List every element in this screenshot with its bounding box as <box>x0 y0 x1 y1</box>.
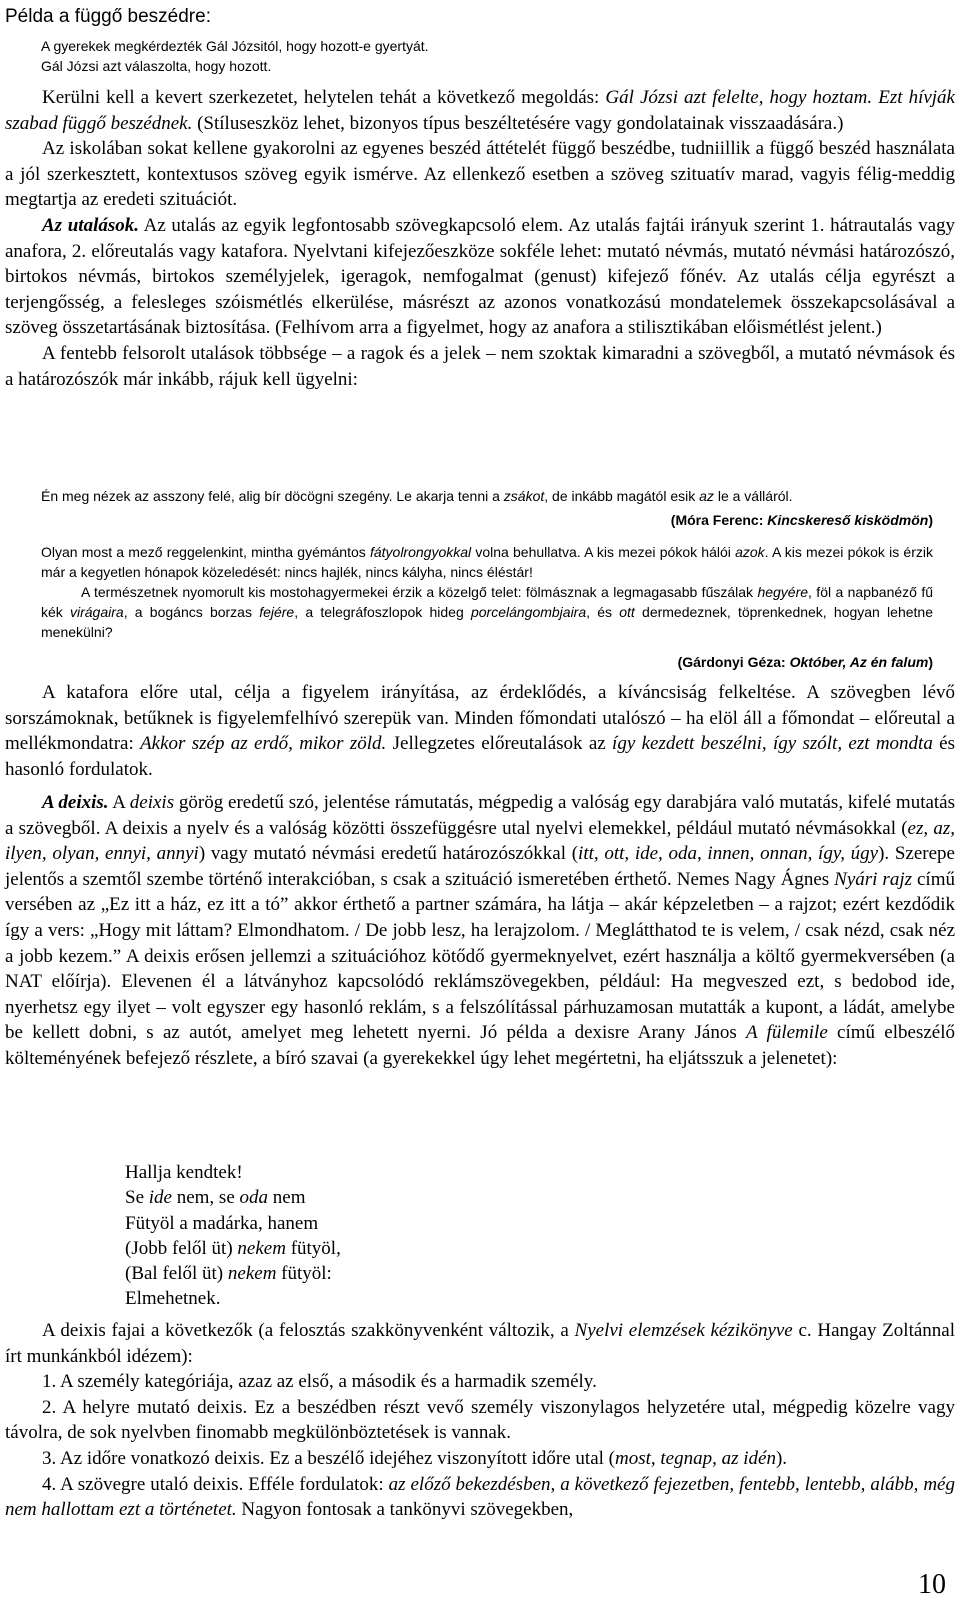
paragraph-utalasok-tobbsege: A fentebb felsorolt utalások többsége – a ragok és a jelek – nem szoktak kimaradni a szövegből, a mutató névmások és a határozószók már inkább, rájuk kell ügyelni: <box>5 342 955 390</box>
poem-line: Fütyöl a madárka, hanem <box>125 1212 319 1234</box>
example-direct-speech <box>41 36 921 76</box>
main-text-4 <box>5 1318 955 1523</box>
list-item: 3. Az időre vonatkozó deixis. Ez a beszélő idejéhez viszonyított időre utal (most, tegnap, az idén). <box>42 1447 788 1469</box>
main-text-3 <box>5 790 955 1072</box>
poem-fulemile <box>125 1160 341 1312</box>
poem-line: Elmehetnek. <box>125 1288 221 1310</box>
example-text: Olyan most a mező reggelenkint, mintha gyémántos fátyolrongyokkal volna behullatva. A kis mezei pókok hálói azok. A kis mezei pókok is érzik már a kegyetlen hónapok közeledését: nincs hajlék, nincs kályha, nincs éléstár! <box>41 544 933 580</box>
example-text: A természetnek nyomorult kis mostohagyermekei érzik a közelgő telet: fölmásznak a legmagasabb fűszálak hegyére, föl a napbanéző fű kék virágaira, a bogáncs borzas fejére, a telegráfoszlopok hideg porcelángombjaira, és ott dermedeznek, töprenkednek, hogyan lehetne menekülni? <box>41 584 933 640</box>
page-number: 10 <box>918 1569 946 1600</box>
citation-gardonyi: (Gárdonyi Géza: Október, Az én falum) <box>677 654 933 670</box>
poem-line: Se ide nem, se oda nem <box>125 1187 306 1209</box>
paragraph-katafora: A katafora előre utal, célja a figyelem irányítása, az érdeklődés, a kíváncsiság felkeltése. A szövegben lévő sorszámoknak, betűknek is figyelemfelhívó szerepük van. Minden főmondati utalószó – ha elöl áll a főmondat – előreutal a mellékmondatra: Akkor szép az erdő, mikor zöld. Jellegzetes előreutalások az így kezdett beszélni, így szólt, ezt mondta és hasonló fordulatok. <box>5 682 955 780</box>
section-title: Példa a függő beszédre: <box>5 6 211 27</box>
example-line: A gyerekek megkérdezték Gál Józsitól, hogy hozott-e gyertyát. <box>41 38 429 54</box>
paragraph-kevert-szerkezet: Kerülni kell a kevert szerkezetet, helytelen tehát a következő megoldás: Gál Józsi azt felelte, hogy hoztam. Ezt hívják szabad függő beszédnek. (Stíluseszköz lehet, bizonyos típus beszéltetésére vagy gondolatainak visszaadására.) <box>5 87 955 134</box>
heading-utalasok: Az utalások. <box>42 214 139 236</box>
poem-line: (Bal felől üt) nekem fütyöl: <box>125 1263 332 1285</box>
paragraph-deixis-fajai: A deixis fajai a következők (a felosztás szakkönyvenként változik, a Nyelvi elemzések kézikönyve c. Hangay Zoltánnal írt munkánkból idézem): <box>5 1320 955 1367</box>
list-item: 2. A helyre mutató deixis. Ez a beszédben részt vevő személy viszonylagos helyzetére utal, mégpedig közelre vagy távolra, de sok nyelvben finomabb megkülönböztetések is vannak. <box>5 1396 955 1444</box>
list-item: 4. A szövegre utaló deixis. Efféle fordulatok: az előző bekezdésben, a következő fejezetben, fentebb, lentebb, alább, még nem hallottam ezt a történetet. Nagyon fontosak a tankönyvi szövegekben, <box>5 1473 955 1521</box>
example-line: Gál Józsi azt válaszolta, hogy hozott. <box>41 58 272 74</box>
paragraph-utalasok: Az utalások. Az utalás az egyik legfontosabb szövegkapcsoló elem. Az utalás fajtái irányuk szerint 1. hátrautalás vagy anafora, 2. előreutalás vagy katafora. Nyelvtani kifejezőeszköze sokféle lehet: mutató névmás, mutató névmási határozószó, birtokos névmás, birtokos személyjelek, igeragok, nemfogalmat (genust) kifejező főnév. Az utalás célja egyrészt a terjengősség, a felesleges szóismétlés elkerülése, másrészt az azonos vonatkozású mondatelemek összekapcsolásával a szöveg összetartásának biztosítása. (Felhívom arra a figyelmet, hogy az anafora a stilisztikában előismétlést jelent.) <box>5 214 956 339</box>
citation-mora: (Móra Ferenc: Kincskereső kisködmön) <box>670 512 933 528</box>
main-text-2 <box>5 680 955 782</box>
paragraph-gyakorlas: Az iskolában sokat kellene gyakorolni az egyenes beszéd áttételét függő beszédbe, tudniillik a függő beszéd használata a jól szerkesztett, kontextusos szöveg egyik ismérve. Az ellenkező esetben a szöveg szituatív marad, vagyis félig-meddig megtartja az eredeti szituációt. <box>5 138 955 211</box>
poem-line: (Jobb felől üt) nekem fütyöl, <box>125 1237 341 1259</box>
poem-line: Hallja kendtek! <box>125 1162 243 1183</box>
heading-deixis: A deixis. <box>42 792 109 813</box>
paragraph-deixis: A deixis. A deixis görög eredetű szó, jelentése rámutatás, mégpedig a valóság egy darabjára való mutatás, kifelé mutatás a szövegből. A deixis a nyelv és a valóság közötti összefüggésre utal nyelvi elemekkel, például mutató névmásokkal (ez, az, ilyen, olyan, ennyi, annyi) vagy mutató névmási eredetű határozószókkal (itt, ott, ide, oda, innen, onnan, így, úgy). Szerepe jelentős a szemtől szembe történő interakcióban, s csak a szituáció ismeretében érthető. Nemes Nagy Ágnes Nyári rajz című versében az „Ez itt a ház, ez itt a tó” akkor érthető a partner számára, ha látja – akár képzeletben – a rajzot; ezért kezdődik így a vers: „Hogy mit láttam? Elmondhatom. / De jobb lesz, ha lerajzolom. / Meglátthatod te is velem, / csak nézd, csak néz a jobb kezem.” A deixis erősen jellemzi a szituációhoz kötődő gyermeknyelvet, ezért használja a költő gyermekversében (a NAT előírja). Elevenen él a látványhoz kapcsolódó reklámszövegekben, például: Ha megveszed ezt, s bedobod ide, nyerhetsz egy ilyet – volt egyszer egy hasonló reklám, s a felszólítással párhuzamosan mutatták a kupont, a ládát, amelybe be kellett dobni, s az autót, amelyet meg lehetett nyerni. Jó példa a dexisre Arany János A fülemile című elbeszélő költeményének befejező részlete, a bíró szavai (a gyerekekkel úgy lehet megértetni, ha eljátsszuk a jelenetet): <box>5 792 956 1069</box>
main-text-1 <box>5 85 955 392</box>
example-gardonyi <box>41 542 933 672</box>
example-text: Én meg nézek az asszony felé, alig bír döcögni szegény. Le akarja tenni a zsákot, de inkább magától esik az le a válláról. <box>41 488 793 504</box>
example-mora <box>41 486 933 530</box>
list-item: 1. A személy kategóriája, azaz az első, a második és a harmadik személy. <box>42 1371 597 1393</box>
